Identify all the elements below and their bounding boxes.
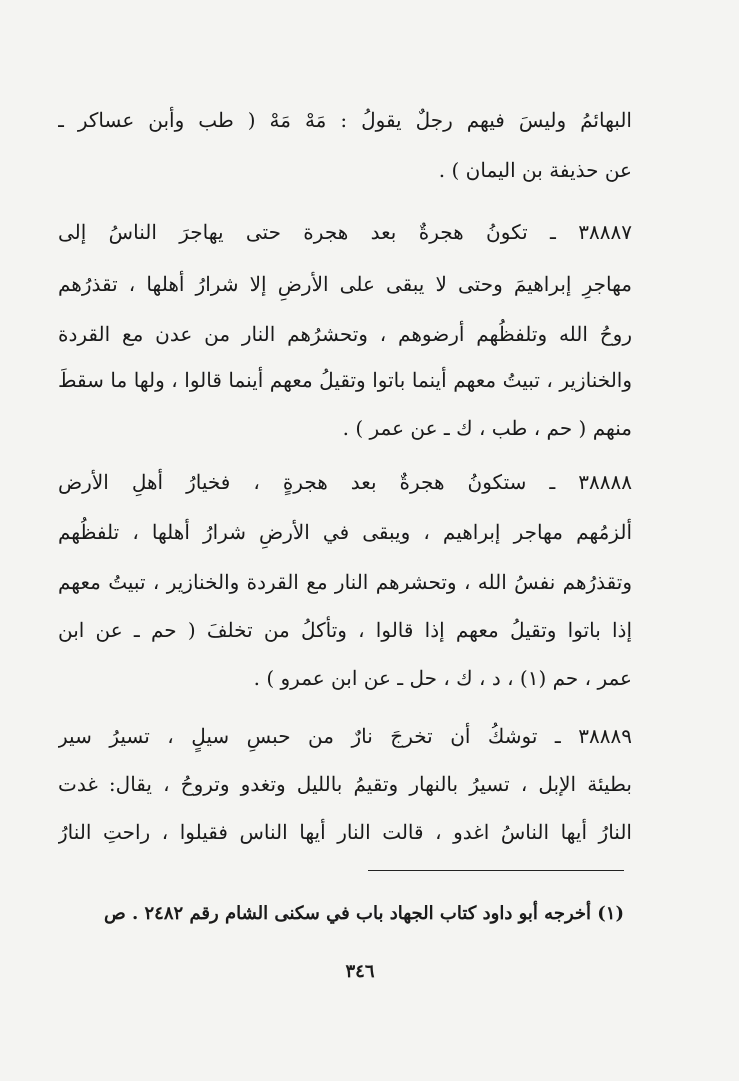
text-line-5: روحُ الله وتلفظُهم أرضوهم ، وتحشرُهم النار من عدن مع القردة (58, 322, 632, 346)
text-line-10: وتقذرُهم نفسُ الله ، وتحشرهم النار مع القردة والخنازير ، تبيتُ معهم (58, 570, 632, 594)
text-line-4: مهاجرِ إبراهيمَ وحتى لا يبقى على الأرضِ إلا شرارُ أهلها ، تقذرُهم (58, 272, 632, 296)
text-line-3: ٣٨٨٨٧ ـ تكونُ هجرةٌ بعد هجرة حتى يهاجرَ الناسُ إلى (58, 220, 632, 244)
text-line-11: إذا باتوا وتقيلُ معهم إذا قالوا ، وتأكلُ من تخلفَ ( حم ـ عن ابن (58, 618, 632, 642)
text-line-1: البهائمُ وليسَ فيهم رجلٌ يقولُ : مَهْ مَهْ ( طب وأبن عساكر ـ (58, 108, 632, 132)
text-line-7: منهم ( حم ، طب ، ك ـ عن عمر ) . (342, 416, 632, 440)
page-number: ٣٤٦ (345, 961, 375, 982)
text-line-6: والخنازير ، تبيتُ معهم أينما باتوا وتقيلُ معهم أينما قالوا ، ولها ما سقطَ (58, 368, 632, 392)
footnote-divider (368, 870, 624, 871)
text-line-8: ٣٨٨٨٨ ـ ستكونُ هجرةٌ بعد هجرةٍ ، فخيارُ أهلِ الأرض (58, 470, 632, 494)
text-line-14: بطيئة الإبل ، تسيرُ بالنهار وتقيمُ بالليل وتغدو وتروحُ ، يقال: غدت (58, 772, 632, 796)
text-line-9: ألزمُهم مهاجر إبراهيم ، ويبقى في الأرضِ شرارُ أهلها ، تلفظُهم (58, 520, 632, 544)
text-line-12: عمر ، حم (١) ، د ، ك ، حل ـ عن ابن عمرو ) . (253, 666, 632, 690)
footnote: (١) أخرجه أبو داود كتاب الجهاد باب في سكنى الشام رقم ٢٤٨٢ . ص (103, 903, 624, 924)
text-line-13: ٣٨٨٨٩ ـ توشكُ أن تخرجَ نارٌ من حبسِ سيلٍ ، تسيرُ سير (58, 724, 632, 748)
text-line-15: النارُ أيها الناسُ اغدو ، قالت النار أيها الناس فقيلوا ، راحتِ النارُ (58, 820, 632, 844)
text-line-2: عن حذيفة بن اليمان ) . (438, 158, 632, 182)
